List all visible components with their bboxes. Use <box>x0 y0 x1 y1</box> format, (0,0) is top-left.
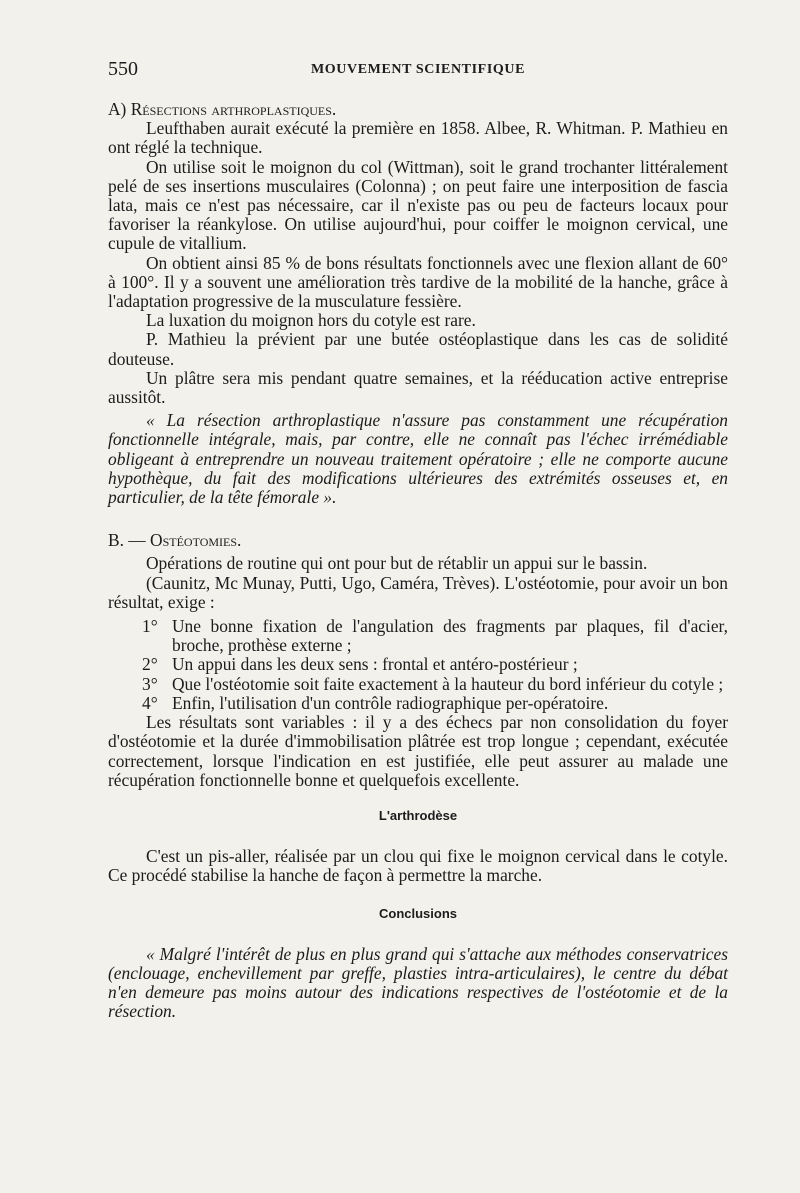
list-item <box>108 655 728 674</box>
list-item-text: Une bonne fixation de l'angulation des fragments par plaques, fil d'acier, broche, prothèse externe ; <box>172 616 728 656</box>
section-a-heading: A) Résections arthroplastiques. <box>108 99 337 119</box>
list-item <box>108 617 728 655</box>
list-item-text: Enfin, l'utilisation d'un contrôle radiographique per-opératoire. <box>172 692 609 713</box>
list-item-number: 3° <box>142 673 158 694</box>
list-item-number: 4° <box>142 692 158 713</box>
section-b-paragraph: Opérations de routine qui ont pour but de rétablir un appui sur le bassin. <box>146 553 648 574</box>
section-a-paragraph: On obtient ainsi 85 % de bons résultats fonctionnels avec une flexion allant de 60° à 100°. Il y a souvent une amélioration très tardive de la mobilité de la hanche, grâce à l'adaptation progressive de la musculature fessière. <box>108 252 728 312</box>
section-a-quote: « La résection arthroplastique n'assure pas constamment une récupération fonctionnelle intégrale, mais, par contre, elle ne connaît pas l'échec irrémédiable obligeant à entreprendre un nouveau traitement opératoire ; elle ne comporte aucune hypothèque, du fait des modifications ultérieures des extrémités osseuses et, en particulier, de la tête fémorale ». <box>108 410 728 508</box>
section-a-paragraph: Un plâtre sera mis pendant quatre semaines, et la rééducation active entreprise aussitôt. <box>108 367 728 408</box>
conclusions-heading: Conclusions <box>378 905 457 921</box>
section-a-paragraph: Leufthaben aurait exécuté la première en 1858. Albee, R. Whitman. P. Mathieu en ont réglé la technique. <box>108 118 728 158</box>
list-item-number: 2° <box>142 654 158 675</box>
list-item-text: Un appui dans les deux sens : frontal et antéro-postérieur ; <box>172 654 578 675</box>
section-b-paragraph: (Caunitz, Mc Munay, Putti, Ugo, Caméra, Trèves). L'ostéotomie, pour avoir un bon résultat, exige : <box>108 572 728 612</box>
section-b-closing: Les résultats sont variables : il y a des échecs par non consolidation du foyer d'ostéotomie et la durée d'immobilisation plâtrée est trop longue ; cependant, exécutée correctement, lorsque l'indication en est justifiée, elle peut assurer au malade une récupération fonctionnelle bonne et quelquefois excellente. <box>108 712 728 790</box>
list-item <box>108 675 728 694</box>
section-a-paragraph: On utilise soit le moignon du col (Wittman), soit le grand trochanter littéralement pelé de ses insertions musculaires (Colonna) ; on peut faire une interposition de fascia lata, mais ce n'est pas nécessaire, car il n'existe pas ou peu de facteurs locaux pour favoriser la réankylose. On utilise aujourd'hui, pour coiffer le moignon cervical, une cupule de vitallium. <box>108 156 728 254</box>
list-item-text: Que l'ostéotomie soit faite exactement à la hauteur du bord inférieur du cotyle ; <box>172 673 724 694</box>
page-number: 550 <box>108 58 138 80</box>
requirements-list <box>108 617 728 713</box>
section-b-heading: B. — Ostéotomies. <box>108 530 242 551</box>
main-text <box>108 100 728 1022</box>
list-item <box>108 694 728 713</box>
arthrodese-heading: L'arthrodèse <box>378 807 458 823</box>
section-a-paragraph: La luxation du moignon hors du cotyle est rare. <box>146 310 476 331</box>
page-header <box>108 58 728 82</box>
arthrodese-paragraph: C'est un pis-aller, réalisée par un clou qui fixe le moignon cervical dans le cotyle. Ce procédé stabilise la hanche de façon à permettre la marche. <box>108 846 728 886</box>
conclusions-quote: « Malgré l'intérêt de plus en plus grand qui s'attache aux méthodes conservatrices (enclouage, enchevillement par greffe, plasties intra-articulaires), le centre du débat n'en demeure pas moins autour des indications respectives de l'ostéotomie et de la résection. <box>108 943 728 1022</box>
running-head: MOUVEMENT SCIENTIFIQUE <box>310 62 526 77</box>
section-a-paragraph: P. Mathieu la prévient par une butée ostéoplastique dans les cas de solidité douteuse. <box>108 329 728 369</box>
list-item-number: 1° <box>142 616 158 637</box>
